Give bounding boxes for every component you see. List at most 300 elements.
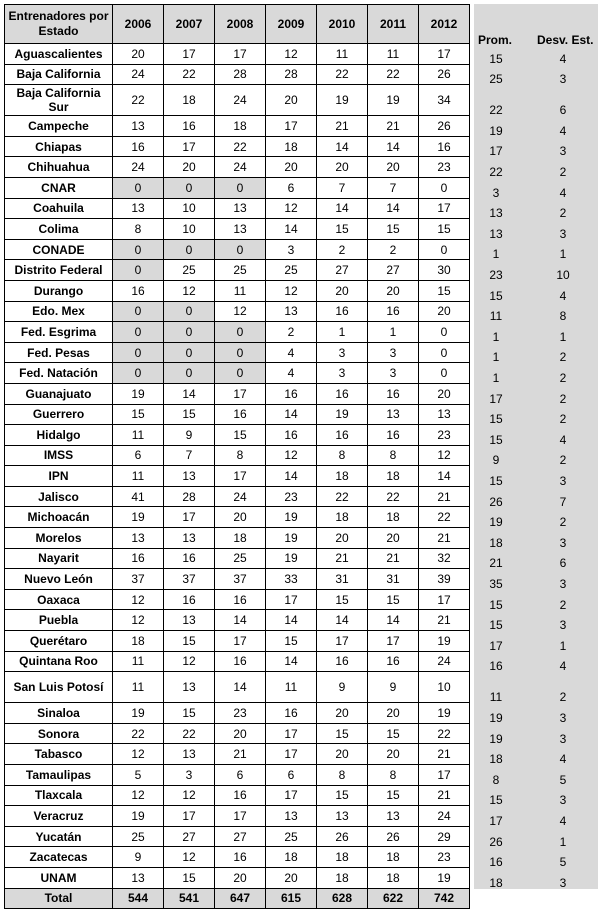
year-value: 20 <box>368 703 419 724</box>
year-value: 0 <box>419 177 470 198</box>
year-value: 21 <box>419 486 470 507</box>
table-row <box>5 744 470 765</box>
header-year: 2006 <box>113 5 164 44</box>
year-value: 2 <box>266 322 317 343</box>
state-name: Tabasco <box>5 744 113 765</box>
year-value: 18 <box>368 867 419 888</box>
year-value: 17 <box>368 631 419 652</box>
state-name: Sonora <box>5 723 113 744</box>
year-value: 20 <box>164 157 215 178</box>
table-row <box>5 301 470 322</box>
year-value: 25 <box>164 260 215 281</box>
year-value: 15 <box>164 631 215 652</box>
year-value: 17 <box>215 631 266 652</box>
year-value: 28 <box>164 486 215 507</box>
year-value: 7 <box>164 445 215 466</box>
year-value: 0 <box>419 239 470 260</box>
total-value: 742 <box>419 888 470 908</box>
year-value: 17 <box>164 507 215 528</box>
desv-value: 5 <box>559 855 567 870</box>
year-value: 18 <box>317 867 368 888</box>
prom-value: 9 <box>492 453 500 468</box>
year-value: 26 <box>419 64 470 85</box>
year-value: 15 <box>317 219 368 240</box>
table-row <box>5 486 470 507</box>
year-value: 17 <box>419 765 470 786</box>
desv-value: 3 <box>559 144 567 159</box>
year-value: 21 <box>215 744 266 765</box>
desv-value: 2 <box>559 597 567 612</box>
year-value: 0 <box>164 363 215 384</box>
year-value: 19 <box>113 507 164 528</box>
desv-value: 3 <box>559 577 567 591</box>
year-value: 11 <box>113 466 164 487</box>
table-row <box>5 589 470 610</box>
desv-value: 5 <box>559 772 567 787</box>
year-value: 18 <box>317 466 368 487</box>
year-value: 16 <box>113 548 164 569</box>
year-value: 13 <box>266 301 317 322</box>
prom-value: 8 <box>492 772 500 787</box>
year-value: 11 <box>266 672 317 703</box>
year-value: 19 <box>113 703 164 724</box>
year-value: 0 <box>113 301 164 322</box>
year-value: 10 <box>164 198 215 219</box>
year-value: 8 <box>317 445 368 466</box>
state-name: Tamaulipas <box>5 765 113 786</box>
year-value: 16 <box>419 136 470 157</box>
year-value: 1 <box>368 322 419 343</box>
state-name: Querétaro <box>5 631 113 652</box>
desv-value: 4 <box>559 51 567 66</box>
year-value: 18 <box>164 85 215 116</box>
state-name: Campeche <box>5 116 113 137</box>
year-value: 22 <box>164 64 215 85</box>
year-value: 0 <box>113 177 164 198</box>
total-label: Total <box>5 888 113 908</box>
table-row <box>5 342 470 363</box>
table-row <box>5 383 470 404</box>
table-row <box>5 826 470 847</box>
state-name: Aguascalientes <box>5 44 113 65</box>
state-name: Yucatán <box>5 826 113 847</box>
year-value: 8 <box>368 445 419 466</box>
desv-value: 1 <box>559 834 567 849</box>
stats-panel <box>474 4 598 889</box>
prom-value: 19 <box>489 123 503 138</box>
year-value: 9 <box>317 672 368 703</box>
year-value: 12 <box>266 280 317 301</box>
year-value: 17 <box>215 466 266 487</box>
year-value: 12 <box>419 445 470 466</box>
year-value: 18 <box>266 136 317 157</box>
table-row <box>5 157 470 178</box>
prom-value: 23 <box>489 268 503 282</box>
prom-value: 17 <box>489 144 503 159</box>
year-value: 15 <box>368 589 419 610</box>
state-name: Jalisco <box>5 486 113 507</box>
table-row <box>5 136 470 157</box>
year-value: 20 <box>215 723 266 744</box>
desv-value: 2 <box>559 453 567 468</box>
year-value: 12 <box>164 280 215 301</box>
year-value: 17 <box>266 116 317 137</box>
year-value: 13 <box>317 806 368 827</box>
desv-value: 3 <box>559 731 567 746</box>
year-value: 13 <box>113 528 164 549</box>
state-name: Veracruz <box>5 806 113 827</box>
year-value: 29 <box>419 826 470 847</box>
year-value: 14 <box>215 672 266 703</box>
year-value: 20 <box>368 280 419 301</box>
year-value: 16 <box>215 651 266 672</box>
year-value: 0 <box>164 177 215 198</box>
year-value: 16 <box>266 383 317 404</box>
desv-value: 3 <box>559 535 567 550</box>
prom-value: 25 <box>489 72 503 87</box>
table-row <box>5 85 470 116</box>
desv-value: 4 <box>559 288 567 303</box>
prom-value: 18 <box>489 752 503 767</box>
coaches-table <box>4 4 470 909</box>
year-value: 8 <box>215 445 266 466</box>
year-value: 19 <box>419 631 470 652</box>
total-row <box>5 888 470 908</box>
state-name: Oaxaca <box>5 589 113 610</box>
year-value: 0 <box>164 301 215 322</box>
year-value: 27 <box>368 260 419 281</box>
year-value: 17 <box>266 744 317 765</box>
year-value: 14 <box>368 610 419 631</box>
year-value: 13 <box>164 672 215 703</box>
year-value: 14 <box>368 198 419 219</box>
prom-value: 35 <box>489 577 503 591</box>
prom-value: 13 <box>489 206 503 221</box>
year-value: 14 <box>317 610 368 631</box>
year-value: 16 <box>368 651 419 672</box>
prom-value: 26 <box>489 834 503 849</box>
desv-value: 8 <box>559 309 567 324</box>
year-value: 0 <box>113 342 164 363</box>
year-value: 17 <box>419 44 470 65</box>
table-row <box>5 703 470 724</box>
year-value: 10 <box>164 219 215 240</box>
desv-value: 2 <box>559 391 567 406</box>
prom-value: 15 <box>489 432 503 447</box>
year-value: 14 <box>266 651 317 672</box>
year-value: 15 <box>164 703 215 724</box>
year-value: 16 <box>368 383 419 404</box>
year-value: 21 <box>317 548 368 569</box>
year-value: 15 <box>164 404 215 425</box>
state-name: Coahuila <box>5 198 113 219</box>
year-value: 20 <box>368 157 419 178</box>
desv-value: 3 <box>559 793 567 808</box>
year-value: 16 <box>266 425 317 446</box>
year-value: 3 <box>164 765 215 786</box>
year-value: 16 <box>317 383 368 404</box>
desv-value: 2 <box>559 371 567 385</box>
desv-value: 3 <box>559 618 567 633</box>
prom-value: 21 <box>489 556 503 571</box>
prom-value: 3 <box>492 185 500 200</box>
year-value: 17 <box>419 589 470 610</box>
year-value: 24 <box>419 806 470 827</box>
table-row <box>5 723 470 744</box>
desv-value: 10 <box>556 268 570 282</box>
year-value: 1 <box>317 322 368 343</box>
prom-value: 15 <box>489 51 503 66</box>
year-value: 11 <box>113 672 164 703</box>
year-value: 33 <box>266 569 317 590</box>
year-value: 14 <box>266 219 317 240</box>
year-value: 21 <box>419 744 470 765</box>
year-value: 0 <box>164 239 215 260</box>
year-value: 13 <box>113 198 164 219</box>
prom-value: 19 <box>489 515 503 530</box>
year-value: 4 <box>266 342 317 363</box>
desv-value: 3 <box>559 72 567 87</box>
state-name: Quintana Roo <box>5 651 113 672</box>
state-name: Chihuahua <box>5 157 113 178</box>
year-value: 12 <box>113 785 164 806</box>
desv-value: 1 <box>559 247 567 262</box>
year-value: 28 <box>266 64 317 85</box>
year-value: 21 <box>368 116 419 137</box>
prom-value: 18 <box>489 875 503 890</box>
prom-value: 15 <box>489 793 503 808</box>
year-value: 4 <box>266 363 317 384</box>
year-value: 30 <box>419 260 470 281</box>
year-value: 13 <box>113 867 164 888</box>
table-row <box>5 363 470 384</box>
year-value: 18 <box>368 847 419 868</box>
year-value: 14 <box>368 136 419 157</box>
year-value: 20 <box>419 383 470 404</box>
prom-value: 19 <box>489 731 503 746</box>
year-value: 12 <box>266 44 317 65</box>
year-value: 37 <box>164 569 215 590</box>
year-value: 0 <box>419 322 470 343</box>
prom-value: 1 <box>492 247 500 262</box>
year-value: 18 <box>215 116 266 137</box>
prom-value: 1 <box>492 371 500 385</box>
year-value: 16 <box>266 703 317 724</box>
year-value: 13 <box>419 404 470 425</box>
table-row <box>5 765 470 786</box>
year-value: 18 <box>368 466 419 487</box>
table-row <box>5 260 470 281</box>
year-value: 23 <box>419 157 470 178</box>
prom-value: 16 <box>489 659 503 674</box>
year-value: 27 <box>215 826 266 847</box>
year-value: 19 <box>266 507 317 528</box>
year-value: 13 <box>368 806 419 827</box>
table-row <box>5 610 470 631</box>
state-name: UNAM <box>5 867 113 888</box>
year-value: 6 <box>266 765 317 786</box>
state-name: Nayarit <box>5 548 113 569</box>
year-value: 16 <box>113 136 164 157</box>
year-value: 11 <box>215 280 266 301</box>
table-header-row <box>5 5 470 44</box>
desv-value: 3 <box>559 226 567 241</box>
year-value: 0 <box>215 239 266 260</box>
table-row <box>5 239 470 260</box>
state-name: Guanajuato <box>5 383 113 404</box>
state-name: IMSS <box>5 445 113 466</box>
year-value: 31 <box>368 569 419 590</box>
year-value: 21 <box>368 548 419 569</box>
year-value: 20 <box>113 44 164 65</box>
year-value: 12 <box>164 847 215 868</box>
year-value: 15 <box>164 867 215 888</box>
year-value: 17 <box>215 383 266 404</box>
desv-value: 2 <box>559 165 567 179</box>
year-value: 15 <box>368 785 419 806</box>
desv-value: 4 <box>559 814 567 828</box>
year-value: 19 <box>419 867 470 888</box>
year-value: 3 <box>368 363 419 384</box>
header-year: 2007 <box>164 5 215 44</box>
prom-value: 17 <box>489 391 503 406</box>
year-value: 12 <box>113 589 164 610</box>
year-value: 0 <box>113 260 164 281</box>
year-value: 22 <box>164 723 215 744</box>
year-value: 16 <box>215 785 266 806</box>
table-row <box>5 177 470 198</box>
year-value: 22 <box>113 723 164 744</box>
year-value: 15 <box>266 631 317 652</box>
year-value: 20 <box>215 867 266 888</box>
desv-value: 2 <box>559 206 567 221</box>
year-value: 25 <box>266 260 317 281</box>
year-value: 21 <box>317 116 368 137</box>
year-value: 0 <box>215 322 266 343</box>
year-value: 15 <box>368 723 419 744</box>
prom-value: 16 <box>489 855 503 870</box>
year-value: 15 <box>368 219 419 240</box>
year-value: 16 <box>215 589 266 610</box>
table-row <box>5 425 470 446</box>
year-value: 13 <box>266 806 317 827</box>
table-row <box>5 466 470 487</box>
year-value: 20 <box>317 157 368 178</box>
desv-value: 4 <box>559 432 567 447</box>
year-value: 12 <box>164 785 215 806</box>
year-value: 16 <box>317 425 368 446</box>
prom-value: 1 <box>492 329 500 344</box>
year-value: 16 <box>368 301 419 322</box>
prom-value: 15 <box>489 618 503 633</box>
table-row <box>5 806 470 827</box>
year-value: 20 <box>266 157 317 178</box>
prom-value: 1 <box>492 350 500 365</box>
year-value: 15 <box>419 219 470 240</box>
year-value: 20 <box>266 867 317 888</box>
total-value: 544 <box>113 888 164 908</box>
year-value: 19 <box>419 703 470 724</box>
state-name: Guerrero <box>5 404 113 425</box>
year-value: 0 <box>164 342 215 363</box>
year-value: 0 <box>215 177 266 198</box>
year-value: 19 <box>113 383 164 404</box>
desv-value: 3 <box>559 711 567 725</box>
year-value: 26 <box>368 826 419 847</box>
year-value: 20 <box>317 528 368 549</box>
table-row <box>5 569 470 590</box>
year-value: 14 <box>266 466 317 487</box>
year-value: 25 <box>215 548 266 569</box>
year-value: 2 <box>317 239 368 260</box>
year-value: 21 <box>419 785 470 806</box>
year-value: 37 <box>215 569 266 590</box>
year-value: 17 <box>164 806 215 827</box>
table-row <box>5 507 470 528</box>
year-value: 19 <box>266 528 317 549</box>
year-value: 3 <box>317 342 368 363</box>
year-value: 18 <box>368 507 419 528</box>
table-row <box>5 198 470 219</box>
year-value: 18 <box>215 528 266 549</box>
year-value: 17 <box>317 631 368 652</box>
year-value: 22 <box>419 507 470 528</box>
year-value: 14 <box>266 610 317 631</box>
state-name: Puebla <box>5 610 113 631</box>
year-value: 24 <box>113 157 164 178</box>
year-value: 13 <box>368 404 419 425</box>
year-value: 20 <box>317 280 368 301</box>
table-row <box>5 116 470 137</box>
year-value: 31 <box>317 569 368 590</box>
year-value: 13 <box>164 528 215 549</box>
year-value: 14 <box>164 383 215 404</box>
year-value: 14 <box>317 198 368 219</box>
year-value: 6 <box>113 445 164 466</box>
header-state: Entrenadores por Estado <box>5 5 113 44</box>
year-value: 11 <box>113 425 164 446</box>
desv-value: 2 <box>559 515 567 530</box>
table-row <box>5 322 470 343</box>
prom-value: 15 <box>489 412 503 427</box>
table-row <box>5 785 470 806</box>
year-value: 16 <box>164 548 215 569</box>
year-value: 18 <box>266 847 317 868</box>
state-name: Distrito Federal <box>5 260 113 281</box>
header-year: 2009 <box>266 5 317 44</box>
header-year: 2012 <box>419 5 470 44</box>
year-value: 11 <box>317 44 368 65</box>
state-name: Baja California Sur <box>5 85 113 116</box>
table-row <box>5 445 470 466</box>
table-row <box>5 44 470 65</box>
total-value: 541 <box>164 888 215 908</box>
year-value: 17 <box>266 785 317 806</box>
table-row <box>5 672 470 703</box>
table-row <box>5 651 470 672</box>
year-value: 9 <box>164 425 215 446</box>
desv-value: 4 <box>559 659 567 674</box>
prom-value: 18 <box>489 535 503 550</box>
header-year: 2010 <box>317 5 368 44</box>
year-value: 26 <box>419 116 470 137</box>
table-row <box>5 404 470 425</box>
year-value: 16 <box>368 425 419 446</box>
year-value: 34 <box>419 85 470 116</box>
year-value: 0 <box>215 342 266 363</box>
state-name: Sinaloa <box>5 703 113 724</box>
year-value: 12 <box>164 651 215 672</box>
